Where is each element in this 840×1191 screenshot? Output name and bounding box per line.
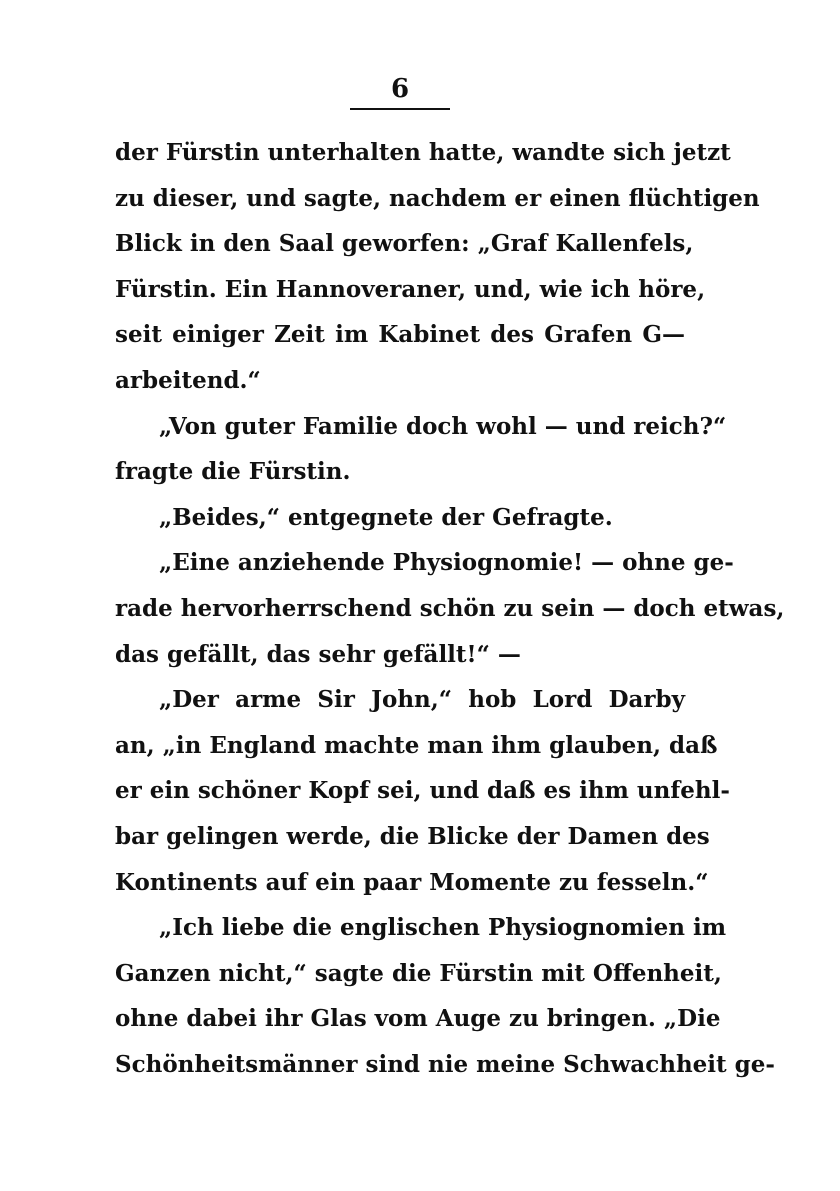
text-line: rade hervorherrschend schön zu sein — doch etwas, [115,594,785,622]
text-line: „Ich liebe die englischen Physiognomien im [159,914,727,942]
text-line: er ein schöner Kopf sei, und daß es ihm unfehl- [115,777,730,805]
text-line: an, „in England machte man ihm glauben, daß [115,731,718,759]
text-line: das gefällt, das sehr gefällt!“ — [115,640,521,668]
text-line: Kontinents auf ein paar Momente zu fesseln.“ [115,868,709,896]
text-line: „Der arme Sir John,“ hob Lord Darby [159,686,685,714]
page-number-rule [350,108,450,110]
page-number: 6 [390,74,410,104]
text-line: Blick in den Saal geworfen: „Graf Kallenfels, [115,230,694,258]
text-line: arbeitend.“ [115,366,261,394]
text-line: „Von guter Familie doch wohl — und reich?“ [159,412,727,440]
text-line: seit einiger Zeit im Kabinet des Grafen G— [115,321,685,349]
text-line: Ganzen nicht,“ sagte die Fürstin mit Offenheit, [115,959,722,987]
text-line: Schönheitsmänner sind nie meine Schwachheit ge- [115,1050,775,1078]
text-line: fragte die Fürstin. [115,458,351,486]
text-line: „Beides,“ entgegnete der Gefragte. [159,503,613,531]
text-line: „Eine anziehende Physiognomie! — ohne ge- [159,549,734,577]
body-text [115,130,785,1087]
text-line: Fürstin. Ein Hannoveraner, und, wie ich höre, [115,275,706,303]
text-line: zu dieser, und sagte, nachdem er einen flüchtigen [115,184,760,212]
text-line: bar gelingen werde, die Blicke der Damen des [115,822,710,850]
text-line: ohne dabei ihr Glas vom Auge zu bringen. „Die [115,1005,721,1033]
text-line: der Fürstin unterhalten hatte, wandte sich jetzt [115,139,731,166]
